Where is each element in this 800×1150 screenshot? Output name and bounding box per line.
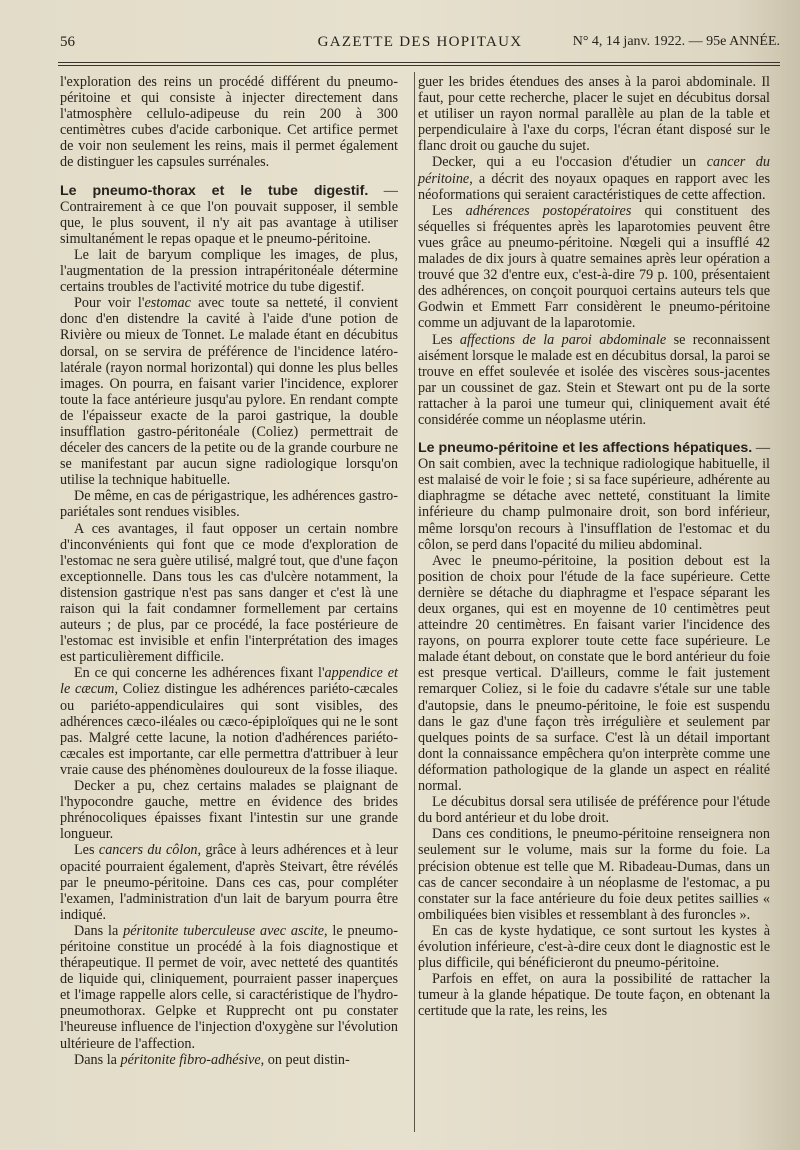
paragraph: Parfois en effet, on aura la possibilité de rattacher la tumeur à la glande hépatique. De toute façon, en obtenant la certitude que la rate, les reins, les [418,971,770,1020]
section-heading: Le pneumo-péritoine et les affections hépatiques. [418,440,753,457]
header-rule-thin [58,65,780,66]
journal-title: GAZETTE DES HOPITAUX [317,34,523,50]
paragraph: Les adhérences postopératoires qui constituent des séquelles si fréquentes après les laparotomies peuvent être vues grâce au pneumo-péritoine. Nœgeli qui a insufflé 42 malades de dix jours à quatre semaines après leur opération a trouvé que 32 d'entre eux, c'est-à-dire 79 p. 100, présentaient des adhérences, on conçoit pourquoi certains auteurs tels que Godwin et Emmett Farr considèrent le pneumo-péritoine comme un adjuvant de la laparotomie. [418,202,770,332]
paragraph: guer les brides étendues des anses à la paroi abdominale. Il faut, pour cette recherche, placer le sujet en décubitus dorsal et utiliser un rayon normal parallèle au plan de la table et perpendiculaire à l'axe du corps, l'écran étant disposé sur le flanc droit ou gauche du sujet. [418,74,770,155]
paragraph: l'exploration des reins un procédé différent du pneumo-péritoine et qui consiste à injecter directement dans l'atmosphère cellulo-adipeuse du rein 200 à 300 centimètres cubes d'acide carbonique. Cet artifice permet de voir non seulement les reins, mais il permet également de distinguer les capsules surrénales. [60,74,398,171]
paragraph: Dans la péritonite tuberculeuse avec ascite, le pneumo-péritoine constitue un procédé à la fois diagnostique et thérapeutique. Il permet de voir, avec netteté des quantités de liquide qui, cliniquement, pourraient passer inaperçues et l'image rappelle alors celle, si caractéristique de l'hydro-pneumothorax. Gelpke et Rupprecht ont pu constater l'heureuse influence de l'injection d'oxygène sur l'évolution ultérieure de l'affection. [60,922,398,1052]
paragraph: Les cancers du côlon, grâce à leurs adhérences et à leur opacité pourraient également, d'après Steivart, être révélés par le pneumo-péritoine. Dans ces cas, pour compléter l'examen, l'administration d'un lait de baryum pourra être indiqué. [60,842,398,923]
paragraph: Le décubitus dorsal sera utilisée de préférence pour l'étude du bord antérieur et du lobe droit. [418,794,770,827]
paragraph: A ces avantages, il faut opposer un certain nombre d'inconvénients qui font que ce mode d'exploration de l'estomac ne sera guère utilisé, malgré tout, que d'une façon exceptionnelle. Dans tous les cas d'ulcère notamment, la distension gastrique n'est pas sans danger et c'est là une raison qui la fait condamner formellement par certains auteurs ; de plus, par ce procédé, la face postérieure de l'estomac est invisible et enfin l'interprétation des images est particulièrement difficile. [60,520,398,666]
paragraph: De même, en cas de périgastrique, les adhérences gastro-pariétales sont rendues visibles. [60,488,398,521]
page-number: 56 [60,34,75,50]
section-heading: Le pneumo-thorax et le tube digestif. [60,182,369,199]
paragraph: Les affections de la paroi abdominale se reconnaissent aisément lorsque le malade est en décubitus dorsal, la paroi se trouve en effet soulevée et isolée des viscères sous-jacentes par un coussinet de gaz. Stein et Stewart ont pu de la sorte rattacher à la paroi une tumeur qui, cliniquement avait été considérée comme un néoplasme utérin. [418,331,770,428]
paragraph: En cas de kyste hydatique, ce sont surtout les kystes à évolution inférieure, c'est-à-dire ceux dont le diagnostic est le plus difficile, qui bénéficieront du pneumo-péritoine. [418,922,770,972]
page-header [0,34,800,56]
paragraph: Dans ces conditions, le pneumo-péritoine renseignera non seulement sur le volume, mais sur la forme du foie. La précision obtenue est telle que M. Ribadeau-Dumas, dans un cas de cancer secondaire à un néoplasme de l'estomac, a pu constater sur la face antérieure du foie deux petites saillies « ombiliquées bien visibles et ressemblant à des furoncles ». [418,826,770,923]
paragraph: Avec le pneumo-péritoine, la position debout est la position de choix pour l'étude de la face supérieure. Cette dernière se détache du diaphragme et l'espace séparant les deux organes, qui est en moyenne de 10 centimètres peut atteindre 20 centimètres. En faisant varier l'incidence des rayons, on pourra explorer toute cette face supérieure. Le malade étant debout, on constate que le bord antérieur du foie est presque vertical. D'ailleurs, comme le fait justement remarquer Coliez, si le foie du cadavre s'étale sur une table d'autopsie, dans le pneumo-péritoine, le foie est suspendu dans le gaz d'une façon très irrégulière et seulement par quelques points de sa surface. C'est là un détail important dont la connaissance empêchera qu'on interprète comme une déformation pathologique de la glande un aspect en réalité normal. [418,552,770,795]
paragraph: Dans la péritonite fibro-adhésive, on peut distin- [74,1051,350,1068]
left-column: l'exploration des reins un procédé différent du pneumo-péritoine et qui consiste à injecter directement dans l'atmosphère cellulo-adipeuse du rein 200 à 300 centimètres cubes d'acide carbonique. Cet artifice permet de voir non seulement les reins, mais il permet également de distinguer les capsules surrénales. Le pneumo-thorax et le tube digestif. — Contrairement à ce que l'on pouvait supposer, il semble que, le plus souvent, il n'y ait pas avantage à utiliser simultanément le repas opaque et le pneumo-péritoine. Le lait de baryum complique les images, de plus, l'augmentation de la pression intrapéritonéale détermine certains troubles de l'activité motrice du tube digestif. Pour voir l'estomac avec toute sa netteté, il convient donc d'en distendre la cavité à l'aide d'une potion de Rivière ou mieux de Tonnet. Le malade étant en décubitus dorsal, on se servira de préférence de l'incidence latéro-latérale (rayon normal horizontal) qui donne les plus belles images. On pourra, en faisant varier l'incidence, explorer toute la face antérieure jusqu'au pylore. En rendant compte de l'épaisseur exacte de la paroi gastrique, la double insufflation gastro-péritonéale (Coliez) permettrait de déceler des cancers de la petite ou de la grande courbure ne se manifestant par aucun signe radiologique lorsqu'on utilise la technique habituelle. De même, en cas de périgastrique, les adhérences gastro-pariétales sont rendues visibles. A ces avantages, il faut opposer un certain nombre d'inconvénients qui font que ce mode d'exploration de l'estomac ne sera guère utilisé, malgré tout, que d'une façon exceptionnelle. Dans tous les cas d'ulcère notamment, la distension gastrique n'est pas sans danger et c'est là une raison qui la fait condamner formellement par certains auteurs ; de plus, par ce procédé, la face postérieure de l'estomac est invisible et enfin l'interprétation des images est particulièrement difficile. En ce qui concerne les adhérences fixant l'appendice et le cæcum, Coliez distingue les adhérences pariéto-cæcales ou pariéto-appendiculaires qui sont visibles, des adhérences cæco-iléales ou cæco-épiploïques qui ne le sont pas. Malgré cette lacune, la notion d'adhérences pariéto-cæcales est importante, car elle permettra d'attribuer à leur vraie cause des phénomènes douloureux de la fosse iliaque. Decker a pu, chez certains malades se plaignant de l'hypocondre gauche, mettre en évidence des brides phrénocoliques épaisses fixant l'intestin sur une grande longueur. Les cancers du côlon, grâce à leurs adhérences et à leur opacité pourraient également, d'après Steivart, être révélés par le pneumo-péritoine. Dans ces cas, pour compléter l'examen, l'administration d'un lait de baryum pourra être indiqué. Dans la péritonite tuberculeuse avec ascite, le pneumo-péritoine constitue un procédé à la fois diagnostique et thérapeutique. Il permet de voir, avec netteté des quantités de liquide qui, cliniquement, pourraient passer inaperçues et l'image rappelle alors celle, si caractéristique de l'hydro-pneumothorax. Gelpke et Rupprecht ont pu constater l'heureuse influence de l'injection d'oxygène sur l'évolution ultérieure de l'affection. Dans la péritonite fibro-adhésive, on peut distin- [60,74,399,1068]
paragraph: Decker a pu, chez certains malades se plaignant de l'hypocondre gauche, mettre en évidence des brides phrénocoliques épaisses fixant l'intestin sur une grande longueur. [60,778,398,843]
paragraph: Le lait de baryum complique les images, de plus, l'augmentation de la pression intrapéritonéale détermine certains troubles de l'activité motrice du tube digestif. [60,246,398,296]
paragraph: Pour voir l'estomac avec toute sa netteté, il convient donc d'en distendre la cavité à l'aide d'une potion de Rivière ou mieux de Tonnet. Le malade étant en décubitus dorsal, on se servira de préférence de l'incidence latéro-latérale (rayon normal horizontal) qui donne les plus belles images. On pourra, en faisant varier l'incidence, explorer toute la face antérieure jusqu'au pylore. En rendant compte de l'épaisseur exacte de la paroi gastrique, la double insufflation gastro-péritonéale (Coliez) permettrait de déceler des cancers de la petite ou de la grande courbure ne se manifestant par aucun signe radiologique lorsqu'on utilise la technique habituelle. [60,295,399,489]
header-rule-thick [58,62,780,63]
paragraph: Decker, qui a eu l'occasion d'étudier un cancer du péritoine, a décrit des noyaux opaques en rapport avec les néoformations qui seraient caractéristiques de cette affection. [418,154,770,203]
right-column: guer les brides étendues des anses à la paroi abdominale. Il faut, pour cette recherche, placer le sujet en décubitus dorsal et utiliser un rayon normal parallèle au plan de la table et perpendiculaire à l'axe du corps, l'écran étant disposé sur le flanc droit ou gauche du sujet. Decker, qui a eu l'occasion d'étudier un cancer du péritoine, a décrit des noyaux opaques en rapport avec les néoformations qui seraient caractéristiques de cette affection. Les adhérences postopératoires qui constituent des séquelles si fréquentes après les laparotomies peuvent être vues grâce au pneumo-péritoine. Nœgeli qui a insufflé 42 malades de dix jours à quatre semaines après leur opération a trouvé que 32 d'entre eux, c'est-à-dire 79 p. 100, présentaient des adhérences, on conçoit pourquoi certains auteurs tels que Godwin et Emmett Farr considèrent le pneumo-péritoine comme un adjuvant de la laparotomie. Les affections de la paroi abdominale se reconnaissent aisément lorsque le malade est en décubitus dorsal, la paroi se trouve en effet soulevée et isolée des viscères sous-jacentes par un coussinet de gaz. Stein et Stewart ont pu de la sorte rattacher à la paroi une tumeur qui, cliniquement avait été considérée comme un néoplasme utérin. Le pneumo-péritoine et les affections hépatiques. — On sait combien, avec la technique radiologique habituelle, il est malaisé de voir le foie ; si sa face supérieure, adhérente au diaphragme se détache avec netteté, constituant la limite inférieure du champ pulmonaire droit, son bord inférieur, même lorsqu'on recours à l'insufflation de l'estomac et du côlon, se perd dans l'opacité du milieu abdominal. Avec le pneumo-péritoine, la position debout est la position de choix pour l'étude de la face supérieure. Cette dernière se détache du diaphragme et l'espace séparant les deux organes, qui est en moyenne de 10 centimètres peut atteindre 20 centimètres. En faisant varier l'incidence des rayons, on pourra explorer toute cette face supérieure. Le malade étant debout, on constate que le bord antérieur du foie est presque vertical. D'ailleurs, comme le fait justement remarquer Coliez, si le foie du cadavre s'étale sur une table d'autopsie, dans le pneumo-péritoine, le foie est suspendu dans le gaz d'une façon très irrégulière et seulement par quelques points de sa surface. C'est là un détail important dont la connaissance empêchera qu'on interprète comme une déformation pathologique de la glande un aspect en réalité normal. Le décubitus dorsal sera utilisée de préférence pour l'étude du bord antérieur et du lobe droit. Dans ces conditions, le pneumo-péritoine renseignera non seulement sur le volume, mais sur la forme du foie. La précision obtenue est telle que M. Ribadeau-Dumas, dans un cas de cancer secondaire à un néoplasme de l'estomac, a pu constater sur la face antérieure du foie deux petites saillies « ombiliquées bien visibles et ressemblant à des furoncles ». En cas de kyste hydatique, ce sont surtout les kystes à évolution inférieure, c'est-à-dire ceux dont le diagnostic est le plus difficile, qui bénéficieront du pneumo-péritoine. Parfois en effet, on aura la possibilité de rattacher la tumeur à la glande hépatique. De toute façon, en obtenant la certitude que la rate, les reins, les [418,74,770,1020]
issue-info: N° 4, 14 janv. 1922. — 95e ANNÉE. [572,34,780,49]
column-divider [414,72,415,1132]
paragraph: En ce qui concerne les adhérences fixant l'appendice et le cæcum, Coliez distingue les adhérences pariéto-cæcales ou pariéto-appendiculaires qui sont visibles, des adhérences cæco-iléales ou cæco-épiploïques qui ne le sont pas. Malgré cette lacune, la notion d'adhérences pariéto-cæcales est importante, car elle permettra d'attribuer à leur vraie cause des phénomènes douloureux de la fosse iliaque. [60,665,398,778]
